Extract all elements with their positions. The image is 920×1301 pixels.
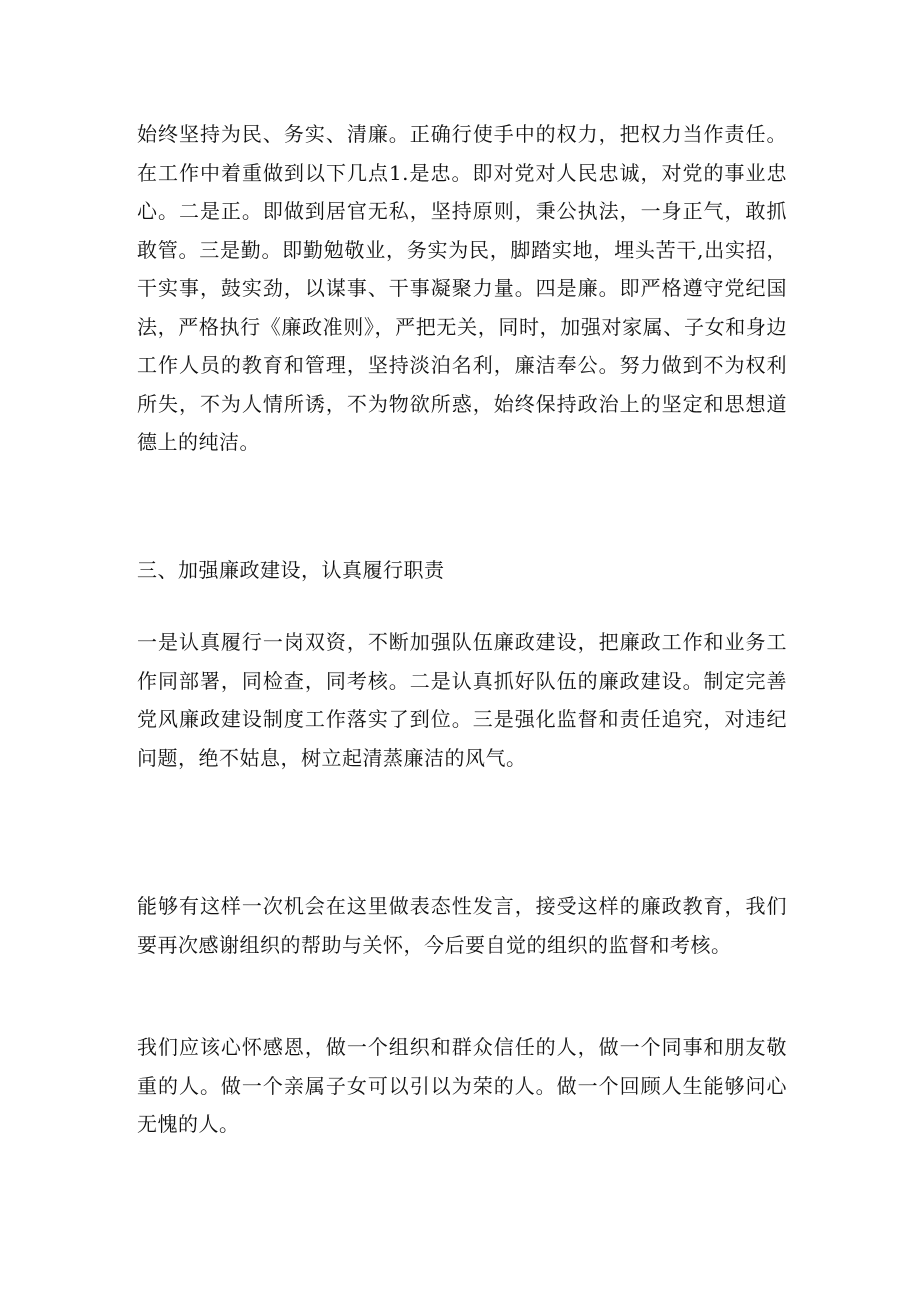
paragraph-gratitude: 能够有这样一次机会在这里做表态性发言，接受这样的廉政教育，我们要再次感谢组织的帮助与关怀，今后要自觉的组织的监督和考核。 (137, 894, 787, 957)
section-heading: 三、加强廉政建设，认真履行职责 (137, 558, 445, 582)
paragraph-duties: 一是认真履行一岗双资，不断加强队伍廉政建设，把廉政工作和业务工作同部署，同检查，同考核。二是认真抓好队伍的廉政建设。制定完善党风廉政建设制度工作落实了到位。三是强化监督和责任追究，对违纪问题，绝不姑息，树立起清蒸廉洁的风气。 (137, 630, 787, 770)
paragraph-integrity-principles: 始终坚持为民、务实、清廉。正确行使手中的权力，把权力当作责任。在工作中着重做到以下几点1.是忠。即对党对人民忠诚，对党的事业忠心。二是正。即做到居官无私，坚持原则，秉公执法，一身正气，敢抓敢管。三是勤。即勤勉敬业，务实为民，脚踏实地，埋头苦干,出实招，干实事，鼓实劲，以谋事、干事凝聚力量。四是廉。即严格遵守党纪国法，严格执行《廉政准则》，严把无关，同时，加强对家属、子女和身边工作人员的教育和管理，坚持淡泊名利，廉洁奉公。努力做到不为权利所失，不为人情所诱，不为物欲所惑，始终保持政治上的坚定和思想道德上的纯洁。 (137, 122, 787, 454)
paragraph-closing: 我们应该心怀感恩，做一个组织和群众信任的人，做一个同事和朋友敬重的人。做一个亲属子女可以引以为荣的人。做一个回顾人生能够问心无愧的人。 (137, 1035, 787, 1136)
